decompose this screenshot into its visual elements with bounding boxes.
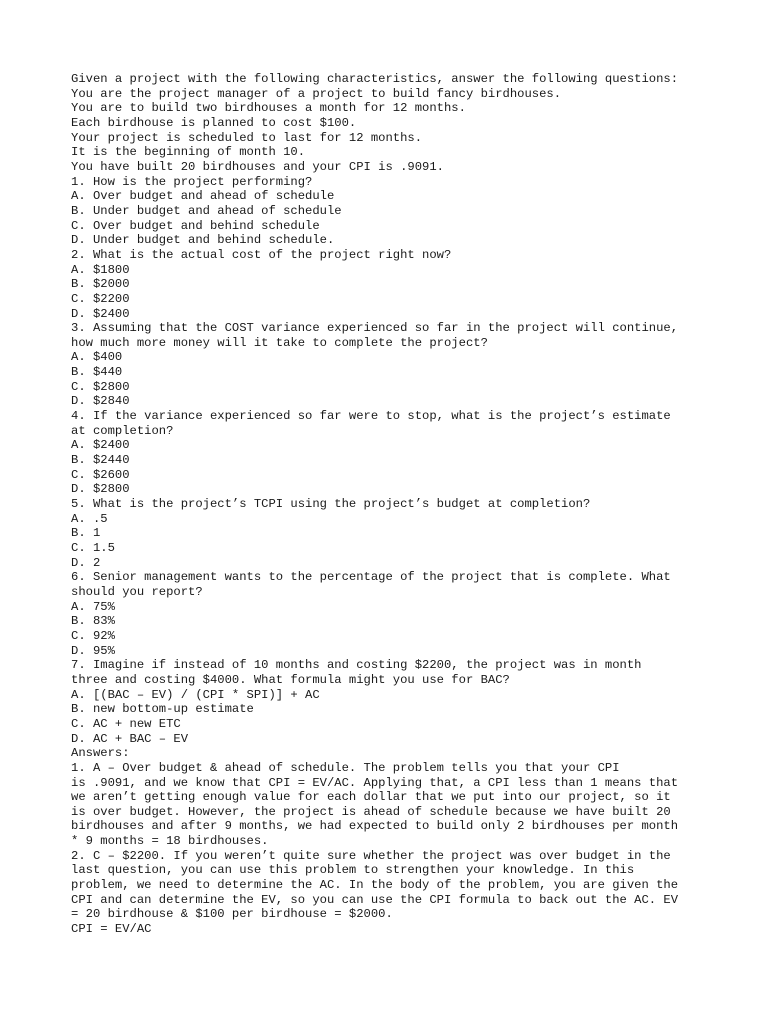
text-line: = 20 birdhouse & $100 per birdhouse = $2000.: [71, 907, 393, 922]
text-line: 1. A – Over budget & ahead of schedule. The problem tells you that your CPI: [71, 760, 620, 775]
text-line: CPI = EV/AC: [71, 922, 152, 937]
text-line: is over budget. However, the project is ahead of schedule because we have built 20: [71, 804, 671, 819]
document-page: [71, 72, 711, 937]
text-line: You have built 20 birdhouses and your CPI is .9091.: [71, 159, 444, 174]
text-line: A. $2400: [71, 438, 130, 453]
text-line: 6. Senior management wants to the percentage of the project that is complete. What: [71, 570, 671, 585]
text-line: C. 1.5: [71, 541, 115, 555]
text-line: Given a project with the following characteristics, answer the following questions:: [71, 72, 679, 86]
text-line: Your project is scheduled to last for 12 months.: [71, 130, 423, 145]
text-line: last question, you can use this problem to strengthen your knowledge. In this: [71, 863, 635, 878]
text-line: D. $2400: [71, 306, 130, 321]
text-line: C. 92%: [71, 628, 115, 643]
text-line: problem, we need to determine the AC. In the body of the problem, you are given the: [71, 878, 679, 893]
text-line: C. Over budget and behind schedule: [71, 218, 320, 233]
text-line: A. Over budget and ahead of schedule: [71, 189, 335, 204]
text-line: 3. Assuming that the COST variance experienced so far in the project will continue,: [71, 321, 679, 336]
text-line: * 9 months = 18 birdhouses.: [71, 834, 269, 849]
text-line: B. 1: [71, 526, 101, 541]
text-line: B. 83%: [71, 614, 115, 629]
text-line: 5. What is the project’s TCPI using the project’s budget at completion?: [71, 497, 591, 512]
text-line: It is the beginning of month 10.: [71, 145, 306, 160]
text-line: should you report?: [71, 584, 203, 599]
text-line: three and costing $4000. What formula might you use for BAC?: [71, 672, 510, 687]
text-line: A. $400: [71, 350, 123, 365]
text-line: D. Under budget and behind schedule.: [71, 233, 335, 248]
text-line: Each birdhouse is planned to cost $100.: [71, 115, 357, 130]
text-line: C. $2200: [71, 291, 130, 306]
text-line: A. .5: [71, 511, 108, 526]
text-line: is .9091, and we know that CPI = EV/AC. Applying that, a CPI less than 1 means that: [71, 775, 679, 790]
text-line: D. 95%: [71, 643, 115, 658]
text-line: Answers:: [71, 746, 130, 761]
text-line: B. $440: [71, 365, 123, 380]
text-line: 7. Imagine if instead of 10 months and costing $2200, the project was in month: [71, 658, 642, 673]
text-line: we aren’t getting enough value for each dollar that we put into our project, so it: [71, 790, 671, 805]
text-line: You are the project manager of a project to build fancy birdhouses.: [71, 86, 562, 101]
text-line: D. 2: [71, 555, 101, 570]
text-line: D. $2800: [71, 482, 130, 497]
text-line: A. $1800: [71, 262, 130, 277]
text-line: C. $2800: [71, 379, 130, 394]
text-line: A. [(BAC – EV) / (CPI * SPI)] + AC: [71, 687, 320, 702]
text-line: D. AC + BAC – EV: [71, 731, 189, 746]
text-line: D. $2840: [71, 394, 130, 409]
text-line: B. $2000: [71, 277, 130, 292]
text-line: 2. What is the actual cost of the project right now?: [71, 247, 452, 262]
text-line: 1. How is the project performing?: [71, 174, 313, 189]
text-line: B. $2440: [71, 453, 130, 468]
text-line: at completion?: [71, 423, 174, 438]
text-line: 4. If the variance experienced so far were to stop, what is the project’s estimate: [71, 409, 671, 424]
text-line: B. Under budget and ahead of schedule: [71, 203, 342, 218]
text-line: C. AC + new ETC: [71, 716, 181, 731]
text-line: how much more money will it take to complete the project?: [71, 335, 488, 350]
text-line: CPI and can determine the EV, so you can use the CPI formula to back out the AC. EV: [71, 892, 679, 907]
text-line: B. new bottom-up estimate: [71, 702, 254, 717]
text-line: birdhouses and after 9 months, we had expected to build only 2 birdhouses per month: [71, 819, 679, 834]
text-line: A. 75%: [71, 599, 115, 614]
text-line: C. $2600: [71, 467, 130, 482]
text-line: You are to build two birdhouses a month for 12 months.: [71, 101, 466, 116]
text-line: 2. C – $2200. If you weren’t quite sure whether the project was over budget in the: [71, 848, 671, 863]
